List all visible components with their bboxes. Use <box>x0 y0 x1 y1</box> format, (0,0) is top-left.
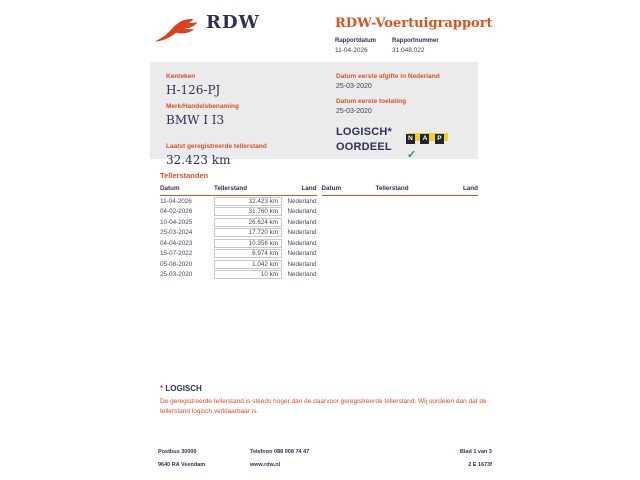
col-land: Land <box>301 185 317 192</box>
row-tellerstand: 10.356 km <box>214 239 282 248</box>
summary-right-column <box>336 73 472 161</box>
report-number-value: 31.048.022 <box>392 47 425 54</box>
row-tellerstand: 31.760 km <box>214 207 282 216</box>
vehicle-summary-box <box>150 62 478 167</box>
row-tellerstand: 26.624 km <box>214 218 282 227</box>
col-tellerstand: Tellerstand <box>375 185 409 192</box>
row-datum: 25-03-2024 <box>160 229 193 237</box>
kenteken-label: Kenteken <box>166 73 196 80</box>
row-land: Nederland <box>287 271 317 279</box>
footer-postbus: Postbus 30000 <box>158 449 197 455</box>
row-land: Nederland <box>287 239 317 247</box>
footnote-asterisk: * <box>160 384 164 393</box>
afgifte-value: 25-03-2020 <box>336 83 372 90</box>
table-row <box>160 207 317 218</box>
report-date-value: 11-04-2026 <box>335 47 368 54</box>
row-datum: 04-04-2023 <box>160 239 193 247</box>
footnote-title-text: LOGISCH <box>165 384 202 393</box>
table-header <box>160 185 317 196</box>
tellerstanden-table-right <box>322 185 479 280</box>
logisch-footnote <box>160 384 492 418</box>
row-land: Nederland <box>287 218 317 226</box>
row-tellerstand: 17.720 km <box>214 228 282 237</box>
table-rows <box>160 196 317 280</box>
oordeel-block <box>336 125 472 161</box>
page-footer <box>158 449 492 475</box>
row-datum: 04-02-2026 <box>160 208 193 216</box>
table-row <box>160 259 317 270</box>
row-tellerstand: 32.423 km <box>214 197 282 206</box>
kenteken-value: H-126-PJ <box>166 83 221 97</box>
oordeel-line2: OORDEEL <box>336 140 392 153</box>
footer-form-code: 2 E 1673f <box>468 462 492 468</box>
row-tellerstand: 1.042 km <box>214 260 282 269</box>
footer-website: www.rdw.nl <box>250 462 281 468</box>
merk-value: BMW I I3 <box>166 113 225 127</box>
table-row <box>160 228 317 239</box>
footer-city: 9640 RA Veendam <box>158 462 206 468</box>
oordeel-text <box>336 125 392 155</box>
col-land: Land <box>462 185 478 192</box>
row-datum: 25-03-2020 <box>160 271 193 279</box>
tellerstanden-title: Tellerstanden <box>160 171 209 180</box>
nap-letter-n: N <box>406 134 415 144</box>
footer-address <box>158 449 250 475</box>
row-land: Nederland <box>287 229 317 237</box>
check-icon: ✓ <box>407 149 417 161</box>
laatste-tellerstand-value: 32.423 km <box>166 153 231 167</box>
toelating-label: Datum eerste toelating <box>336 98 407 105</box>
row-land: Nederland <box>287 250 317 258</box>
eagle-icon <box>152 13 200 46</box>
row-datum: 10-04-2025 <box>160 218 193 226</box>
laatste-tellerstand-label: Laatst geregistreerde tellerstand <box>166 143 267 150</box>
tellerstanden-section <box>160 171 478 280</box>
col-tellerstand: Tellerstand <box>214 185 248 192</box>
page-title: RDW-Voertuigrapport <box>335 16 493 31</box>
report-header <box>335 16 500 54</box>
report-date <box>335 38 376 54</box>
oordeel-line1: LOGISCH* <box>336 126 392 138</box>
table-header <box>322 185 479 196</box>
rdw-logo <box>152 13 260 46</box>
row-datum: 05-08-2020 <box>160 260 193 268</box>
nap-letter-a: A <box>420 134 429 144</box>
table-row <box>160 238 317 249</box>
row-land: Nederland <box>287 260 317 268</box>
col-datum: Datum <box>160 185 180 192</box>
row-datum: 11-04-2026 <box>160 197 192 205</box>
row-tellerstand: 6.974 km <box>214 249 282 258</box>
nap-logo-icon <box>406 127 450 161</box>
tellerstanden-table-left <box>160 185 317 280</box>
footnote-title <box>160 384 492 393</box>
row-land: Nederland <box>287 197 317 205</box>
afgifte-label: Datum eerste afgifte in Nederland <box>336 73 440 80</box>
logo-text: RDW <box>206 12 260 33</box>
merk-label: Merk/Handelsbenaming <box>166 103 239 110</box>
footer-page-number: Blad 1 van 3 <box>459 449 492 455</box>
report-number <box>392 38 439 54</box>
footer-pageinfo <box>412 449 492 475</box>
col-datum: Datum <box>321 185 342 192</box>
table-row <box>160 196 317 207</box>
report-date-label: Rapportdatum <box>335 38 376 44</box>
table-row <box>160 270 317 281</box>
footer-phone: Telefoon 088 008 74 47 <box>250 449 310 455</box>
summary-left-column <box>166 73 267 173</box>
row-tellerstand: 10 km <box>214 270 282 279</box>
toelating-value: 25-03-2020 <box>336 108 372 115</box>
footer-contact <box>250 449 412 475</box>
row-datum: 15-07-2022 <box>160 250 193 258</box>
table-row <box>160 217 317 228</box>
row-land: Nederland <box>287 208 317 216</box>
nap-letter-p: P <box>435 134 444 144</box>
report-number-label: Rapportnummer <box>392 38 439 44</box>
table-row <box>160 249 317 260</box>
report-meta <box>335 38 500 54</box>
footnote-body: De geregistreerde tellerstand is steeds hoger dan de daarvoor geregistreerde tellerstand. Wij oordelen dan dat de tellerstand logisch verklaarbaar is. <box>160 398 487 416</box>
